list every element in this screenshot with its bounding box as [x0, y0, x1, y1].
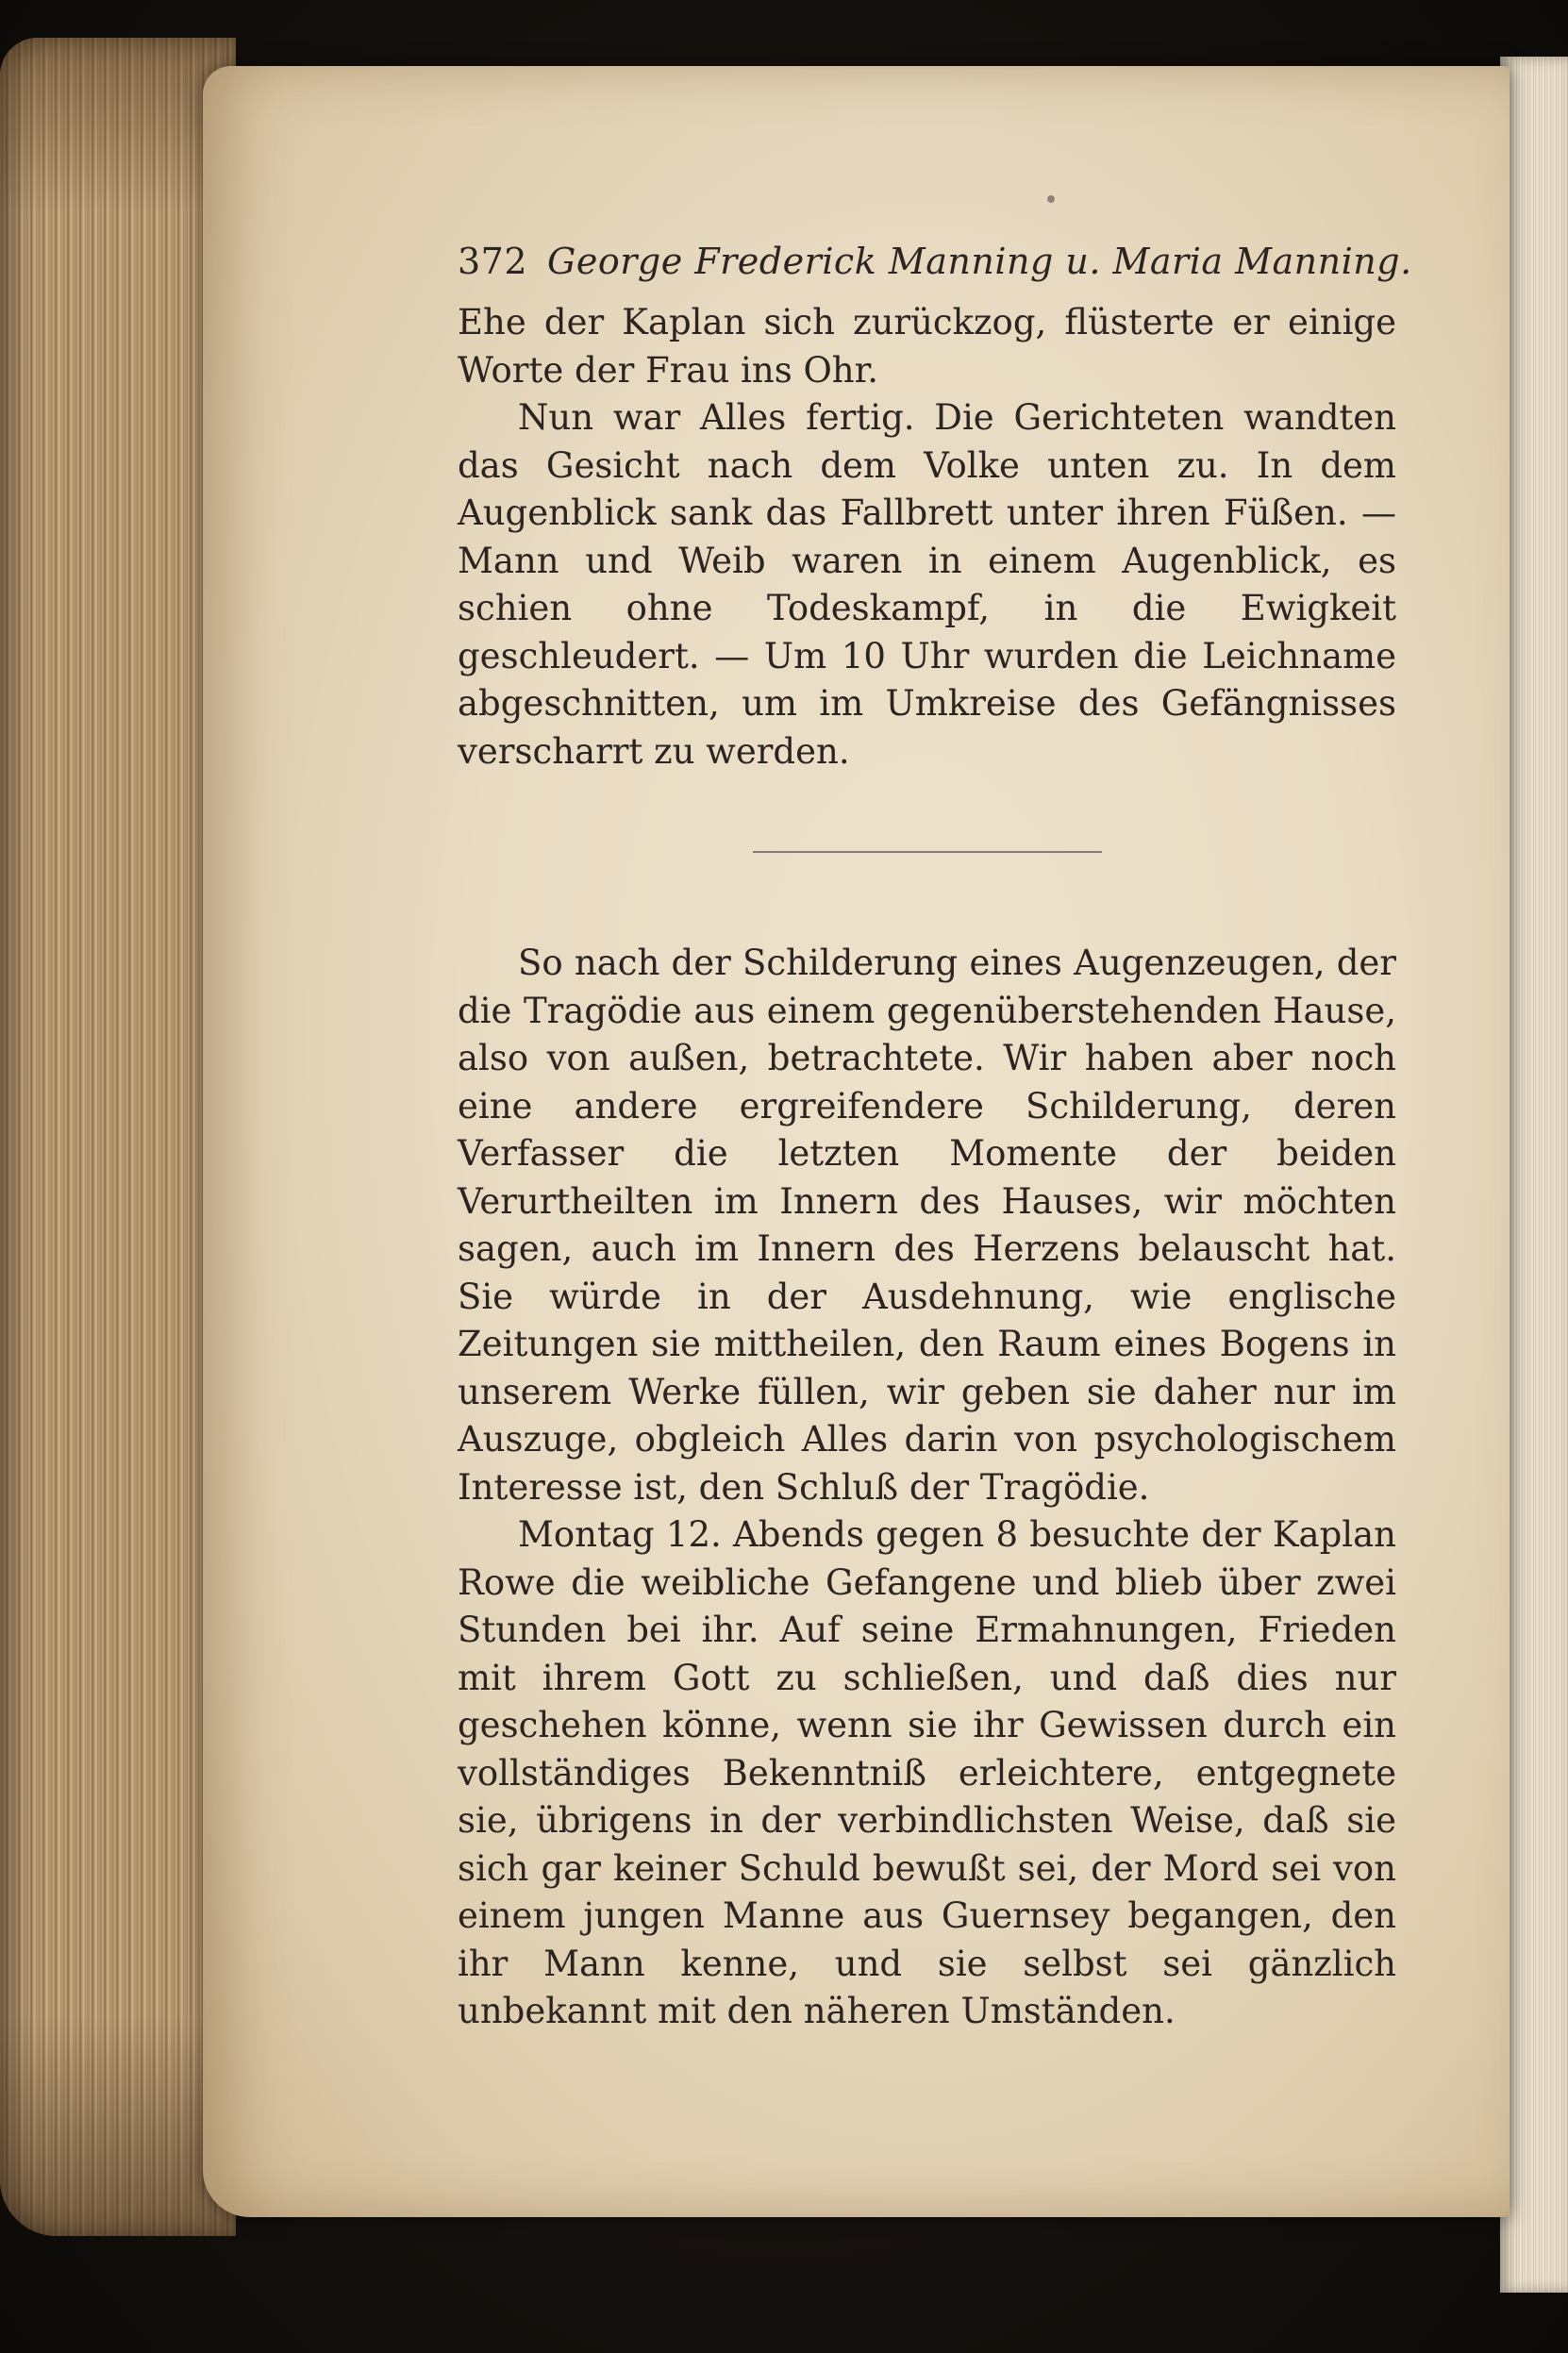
page-content: [458, 241, 1412, 2036]
paragraph-4: Montag 12. Abends gegen 8 besuchte der Kaplan Rowe die weibliche Gefangene und blieb über zwei Stunden bei ihr. Auf seine Ermahnungen, Frieden mit ihrem Gott zu schließen, und daß dies nur geschehen könne, wenn sie ihr Gewissen durch ein vollständiges Bekenntniß erleichtere, entgegnete sie, übrigens in der verbindlichsten Weise, daß sie sich gar keiner Schuld bewußt sei, der Mord sei von einem jungen Manne aus Guernsey begangen, den ihr Mann kenne, und sie selbst sei gänzlich unbekannt mit den näheren Umständen.: [458, 1514, 1396, 2031]
page-number: 372: [458, 241, 528, 282]
right-page-edges: [1500, 57, 1568, 2293]
paragraph-3: So nach der Schilderung eines Augenzeugen, der die Tragödie aus einem gegenüberstehenden Hause, also von außen, betrachtete. Wir haben aber noch eine andere ergreifendere Schilderung, deren Verfasser die letzten Momente der beiden Verurtheilten im Innern des Hauses, wir möchten sagen, auch im Innern des Herzens belauscht hat. Sie würde in der Ausdehnung, wie englische Zeitungen sie mittheilen, den Raum eines Bogens in unserem Werke füllen, wir geben sie daher nur im Auszuge, obgleich Alles darin von psychologischem Interesse ist, den Schluß der Tragödie.: [458, 943, 1396, 1508]
section-divider: [753, 851, 1102, 853]
paragraph-2: Nun war Alles fertig. Die Gerichteten wandten das Gesicht nach dem Volke unten zu. In dem Augenblick sank das Fallbrett unter ihren Füßen. — Mann und Weib waren in einem Augenblick, es schien ohne Todeskampf, in die Ewigkeit geschleudert. — Um 10 Uhr wurden die Leichname abgeschnitten, um im Umkreise des Gefängnisses verscharrt zu werden.: [458, 397, 1396, 772]
left-page-edges: [0, 38, 236, 2236]
running-head: [458, 241, 1412, 282]
paragraph-1: Ehe der Kaplan sich zurückzog, flüsterte er einige Worte der Frau ins Ohr.: [458, 302, 1396, 391]
running-title: George Frederick Manning u. Maria Manning.: [547, 241, 1412, 282]
ink-speck: [1047, 195, 1055, 203]
